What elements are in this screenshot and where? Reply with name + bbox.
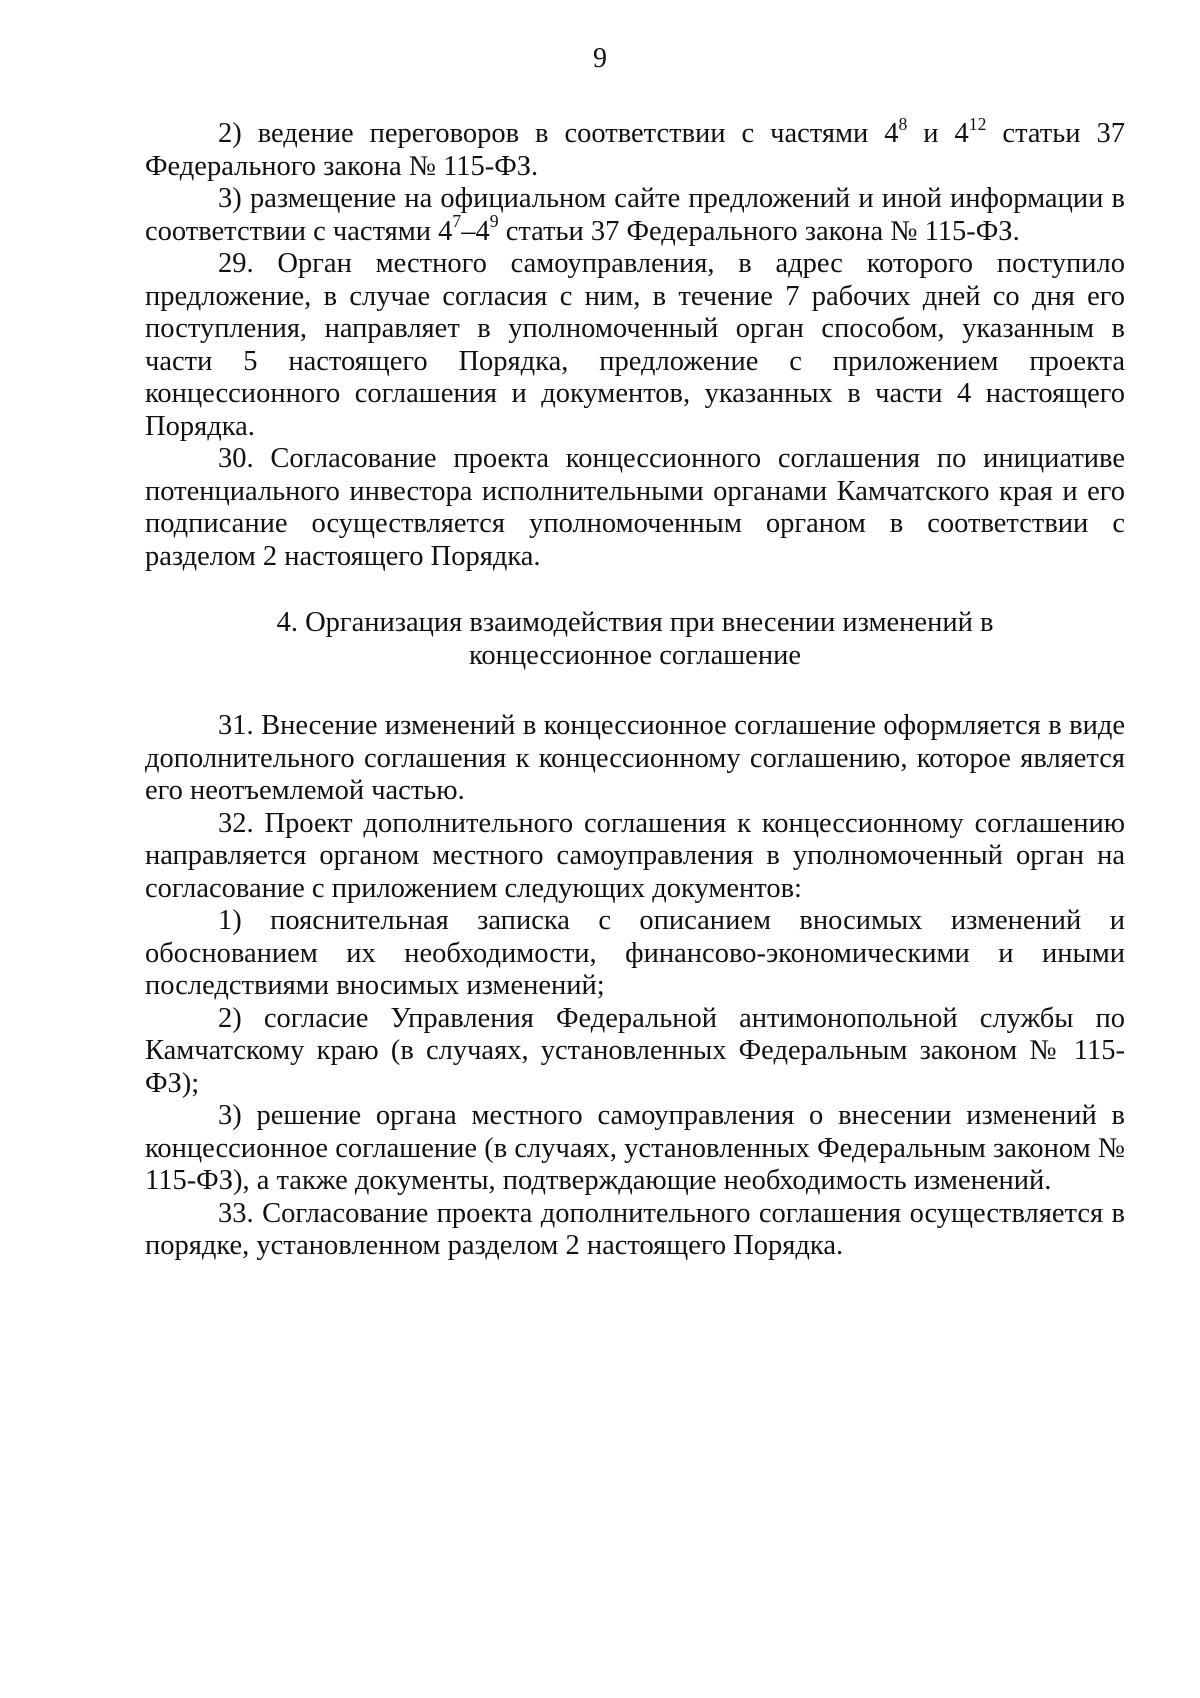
- paragraph-item-2: 2) ведение переговоров в соответствии с частями $4^8$ и $4^{12}$ статьи 37 Федерального закона № 115-ФЗ.: [145, 113, 1125, 182]
- document-body: [145, 113, 1125, 1263]
- superscript: 8: [898, 113, 908, 134]
- section-4-heading: [145, 607, 1125, 672]
- paragraph-32-item-3: 3) решение органа местного самоуправления о внесении изменений в концессионное соглашение (в случаях, установленных Федеральным законом № 115-ФЗ), а также документы, подтверждающие необходимость изменений.: [145, 1100, 1125, 1196]
- superscript: 7: [452, 211, 462, 232]
- paragraph-33: 33. Согласование проекта дополнительного соглашения осуществляется в порядке, установленном разделом 2 настоящего Порядка.: [145, 1197, 1125, 1261]
- paragraph-item-3: 3) размещение на официальном сайте предложений и иной информации в соответствии с частями $4^7-4^9$ статьи 37 Федерального закона № 115-ФЗ.: [145, 183, 1125, 247]
- superscript: 9: [489, 211, 499, 232]
- superscript: 12: [968, 113, 987, 134]
- paragraph-32-item-1: 1) пояснительная записка с описанием вносимых изменений и обоснованием их необходимости, финансово-экономическими и иными последствиями вносимых изменений;: [145, 905, 1125, 1001]
- section-heading-line-2: концессионное соглашение: [469, 639, 801, 671]
- section-heading-line-1: 4. Организация взаимодействия при внесении изменений в: [276, 607, 994, 638]
- paragraph-31: 31. Внесение изменений в концессионное соглашение оформляется в виде дополнительного соглашения к концессионному соглашению, которое является его неотъемлемой частью.: [145, 710, 1125, 806]
- paragraph-30: 30. Согласование проекта концессионного соглашения по инициативе потенциального инвестора исполнительными органами Камчатского края и его подписание осуществляется уполномоченным органом в соответствии с разделом 2 настоящего Порядка.: [145, 443, 1125, 572]
- paragraph-29: 29. Орган местного самоуправления, в адрес которого поступило предложение, в случае согласия с ним, в течение 7 рабочих дней со дня его поступления, направляет в уполномоченный орган способом, указанным в части 5 настоящего Порядка, предложение с приложением проекта концессионного соглашения и документов, указанных в части 4 настоящего Порядка.: [145, 248, 1125, 442]
- paragraph-32-item-2: 2) согласие Управления Федеральной антимонопольной службы по Камчатскому краю (в случаях, установленных Федеральным законом № 115-ФЗ);: [145, 1002, 1125, 1099]
- page-number: 9: [593, 43, 607, 74]
- paragraph-32: 32. Проект дополнительного соглашения к концессионному соглашению направляется органом местного самоуправления в уполномоченный орган на согласование с приложением следующих документов:: [145, 807, 1125, 904]
